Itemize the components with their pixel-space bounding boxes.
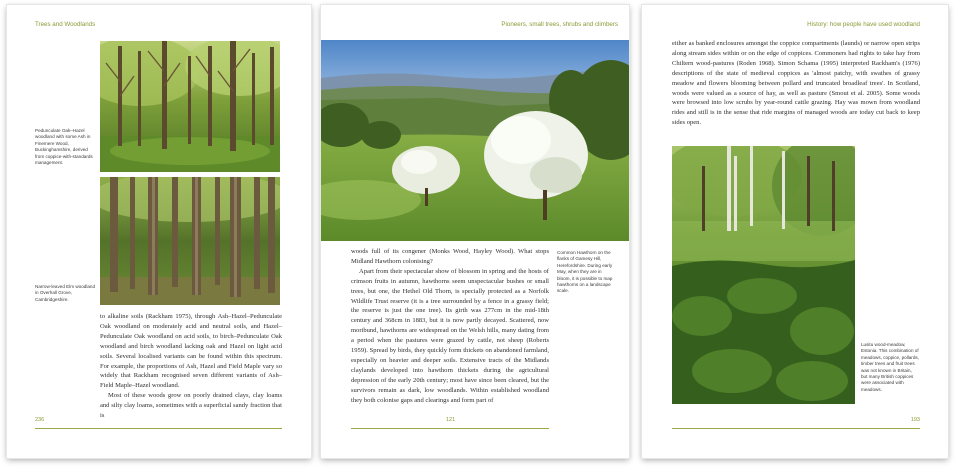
elm-woodland-photo — [100, 177, 280, 305]
body-paragraph: Apart from their spectacular show of blossom in spring and the hosts of crimson fruits in autumn, hawthorns seem unspectacular bushes or small trees, but one, the Hethel Old Thorn, is specially protected as a Norfolk Wildlife Trust reserve (it is a tree surrounded by a fence in a grassy field; the reserve is just the one tree). Its girth was 277cm in the mid-18th century and 368cm in 1883, but it is now partly decayed. Scattered, now moribund, hawthorns are widespread on the Welsh hills, many dating from a period when the pastures were grazed by cattle, not sheep (Roberts 1959). Spread by birds, they quickly form thickets on abandoned farmland, especially on heavier and deeper soils. Extensive tracts of the Midlands claylands developed into hawthorn thickets during the agricultural depression of the early 20th century; most have since been cleared, but the survivors remain as dark, low woodlands. Within established woodland they both colonise gaps and clearings and form part of — [351, 267, 549, 404]
photo-caption-2: Narrow-leaved Elm woodland in Overhall Grove, Cambridgeshire. — [35, 284, 96, 302]
page-number: 121 — [446, 417, 456, 423]
running-header: Pioneers, small trees, shrubs and climbers — [501, 21, 618, 28]
body-text — [100, 312, 282, 421]
body-paragraph: woods full of its congener (Monks Wood, Hayley Wood). What stops Midland Hawthorn colonising? — [351, 248, 549, 265]
body-paragraph: Most of these woods grow on poorly drained clays, clay loams and silty clay loams, sometimes with a superficial sandy fraction that is — [100, 392, 282, 420]
body-paragraph: either as banked enclosures amongst the coppice compartments (launds) or narrow open strips along stream sides within or on the edge of coppices. Commoners had rights to take hay from Chiltern wood-pastures (Roden 1968). Simon Schama (1995) interpreted Rackham's (1976) descriptions of the state of medieval coppices as 'almost patchy, with swathes of grassy meadow and flowers blooming between pollard and truncated broadleaf trees'. In Scotland, woods were valued as a source of hay, as well as pasture (Smout et al. 2005). Some woods were browsed into low scrubs by year-round cattle grazing. Hay was mown from woodland rides and still is in the sense that ride margins of managed woods are today cut back to keep sides open. — [672, 40, 920, 127]
page-number: 236 — [35, 417, 45, 423]
hawthorn-landscape-photo — [321, 40, 629, 241]
body-text — [351, 247, 549, 406]
photo-caption: Common Hawthorn on the flanks of Gamesy Hill, Herefordshire. During early May, when they are in bloom, it is possible to map hawthorns on a landscape scale. — [557, 250, 613, 294]
left-page — [7, 5, 311, 458]
body-text — [672, 39, 920, 128]
photo-caption: Lusitu wood-meadow, Estonia. This combination of meadows, coppice, pollards, timber trees and fruit trees was not known in Britain, but many British coppices were associated with meadows. — [861, 342, 919, 392]
footer-rule — [35, 428, 282, 429]
photo-caption-1: Pedunculate Oak–Hazel woodland with some Ash in Finemere Wood, Buckinghamshire, derived from coppice-with-standards management. — [35, 128, 93, 166]
running-header: History: how people have used woodland — [807, 21, 920, 28]
wood-meadow-photo — [672, 146, 855, 404]
oak-hazel-woodland-photo — [100, 41, 280, 172]
footer-rule — [351, 428, 549, 429]
page-number: 193 — [910, 417, 920, 423]
running-header: Trees and Woodlands — [35, 21, 96, 28]
footer-rule — [672, 428, 920, 429]
center-page — [321, 5, 629, 458]
right-page — [642, 5, 948, 458]
body-paragraph: to alkaline soils (Rackham 1975), through Ash–Hazel–Pedunculate Oak woodland on moderately acid and neutral soils, and Hazel–Pedunculate Oak woodland on acid soils, to birch–Pedunculate Oak woodland and birch woodland lacking oak and Hazel on light acid soils. Several localised variants can be found within this spectrum. For example, the proportions of Ash, Hazel and Field Maple vary so widely that Rackham recognised seven different variants of Ash–Field Maple–Hazel woodland. — [100, 313, 282, 390]
